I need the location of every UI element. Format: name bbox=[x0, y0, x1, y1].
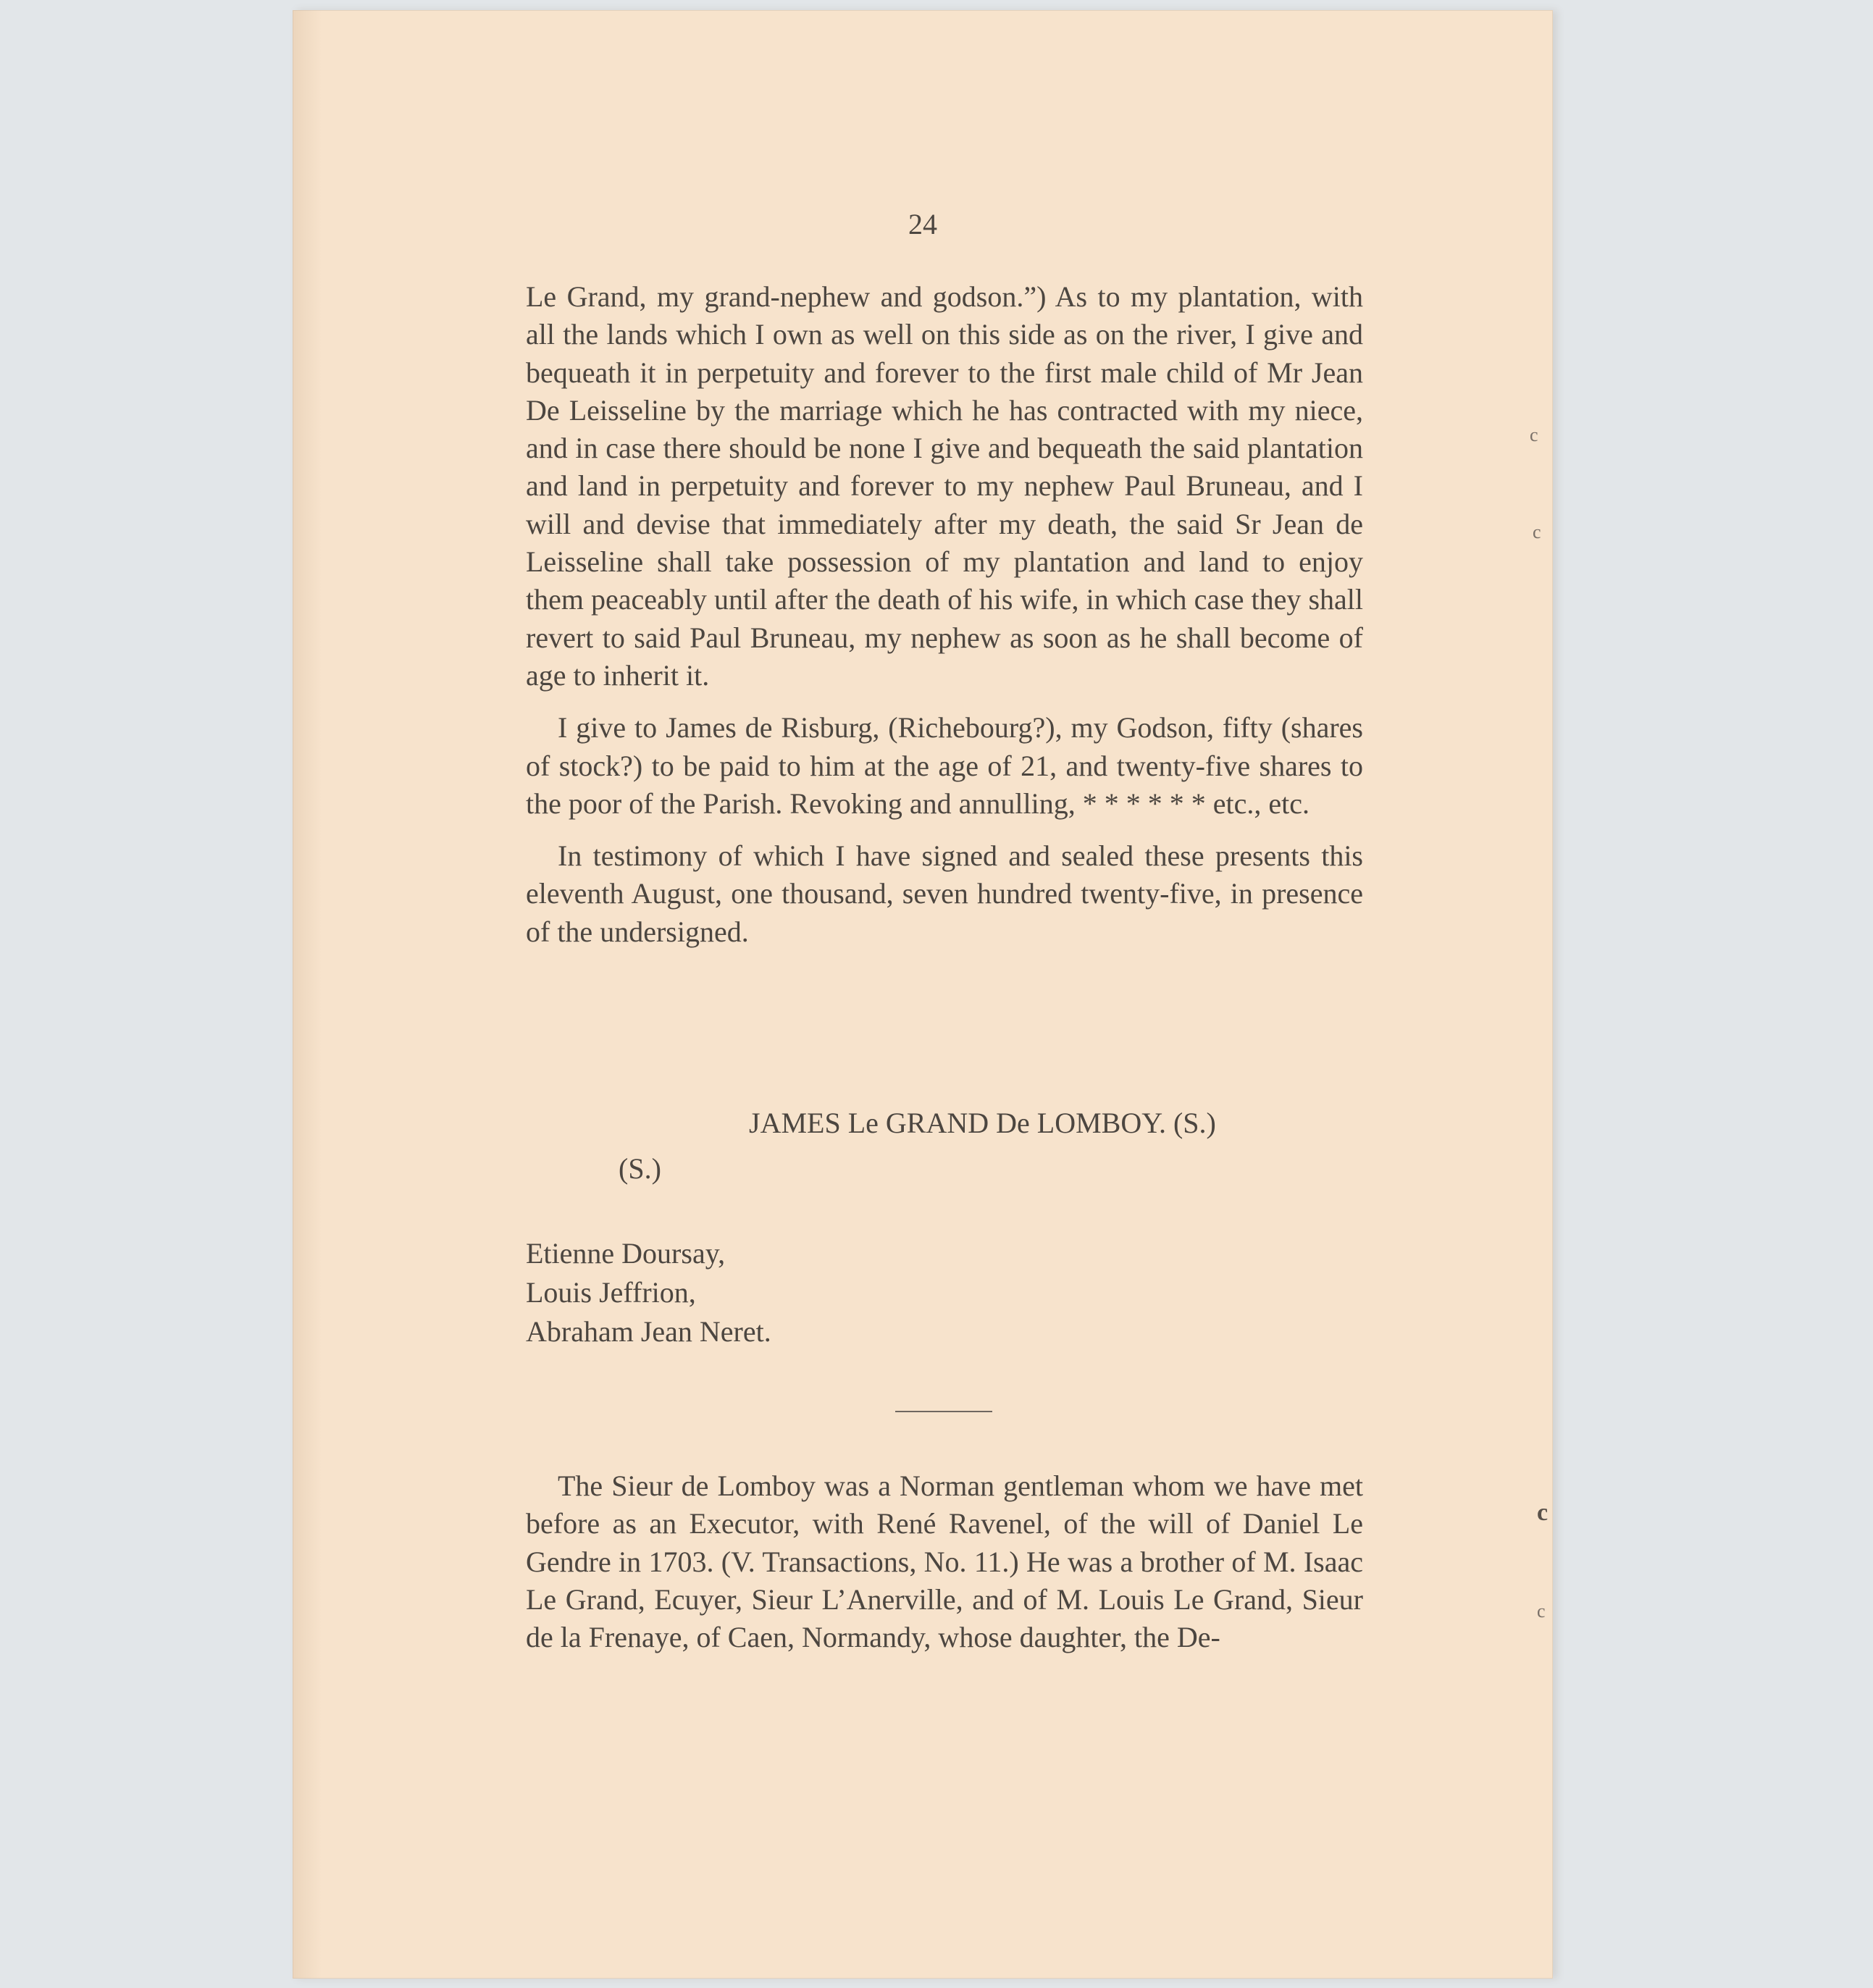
margin-mark: c bbox=[1537, 1601, 1546, 1622]
section-divider bbox=[895, 1411, 992, 1412]
seal-mark: (S.) bbox=[619, 1152, 661, 1185]
commentary-text bbox=[526, 1467, 1363, 1656]
witness-name: Abraham Jean Neret. bbox=[526, 1315, 771, 1348]
paragraph-commentary: The Sieur de Lomboy was a Norman gentleman whom we have met before as an Executor, with René Ravenel, of the will of Daniel Le Gendre in 1703. (V. Transactions, No. 11.) He was a brother of M. Isaac Le Grand, Ecuyer, Sieur L’Anerville, and of M. Louis Le Grand, Sieur de la Frenaye, of Caen, Normandy, whose daughter, the De- bbox=[526, 1469, 1363, 1654]
margin-mark: c bbox=[1533, 521, 1541, 542]
witness-list bbox=[526, 1234, 771, 1351]
testator-signature: JAMES Le GRAND De LOMBOY. (S.) bbox=[749, 1107, 1216, 1139]
paragraph-godson-gift: I give to James de Risburg, (Richebourg?), my Godson, fifty (shares of stock?) to be paid to him at the age of 21, and twenty-five shares to the poor of the Parish. Revoking and annulling, * * * * * * etc., etc. bbox=[526, 711, 1363, 820]
paragraph-will-bequest: Le Grand, my grand-nephew and godson.”) As to my plantation, with all the lands which I own as well on this side as on the river, I give and bequeath it in perpetuity and forever to the first male child of Mr Jean De Leisseline by the marriage which he has contracted with my niece, and in case there should be none I give and bequeath the said plantation and land in perpetuity and forever to my nephew Paul Bruneau, and I will and devise that immediately after my death, the said Sr Jean de Leisseline shall take possession of my plantation and land to enjoy them peaceably until after the death of his wife, in which case they shall revert to said Paul Bruneau, my nephew as soon as he shall become of age to inherit it. bbox=[526, 280, 1363, 692]
margin-mark: c bbox=[1530, 424, 1538, 445]
body-text bbox=[526, 278, 1363, 951]
witness-name: Louis Jeffrion, bbox=[526, 1276, 696, 1309]
margin-mark: c bbox=[1537, 1499, 1549, 1526]
witness-name: Etienne Doursay, bbox=[526, 1237, 726, 1270]
page-number: 24 bbox=[908, 208, 937, 240]
paragraph-testimony: In testimony of which I have signed and sealed these presents this eleventh August, one thousand, seven hundred twenty-five, in presence of the undersigned. bbox=[526, 839, 1363, 948]
document-page bbox=[293, 10, 1553, 1979]
